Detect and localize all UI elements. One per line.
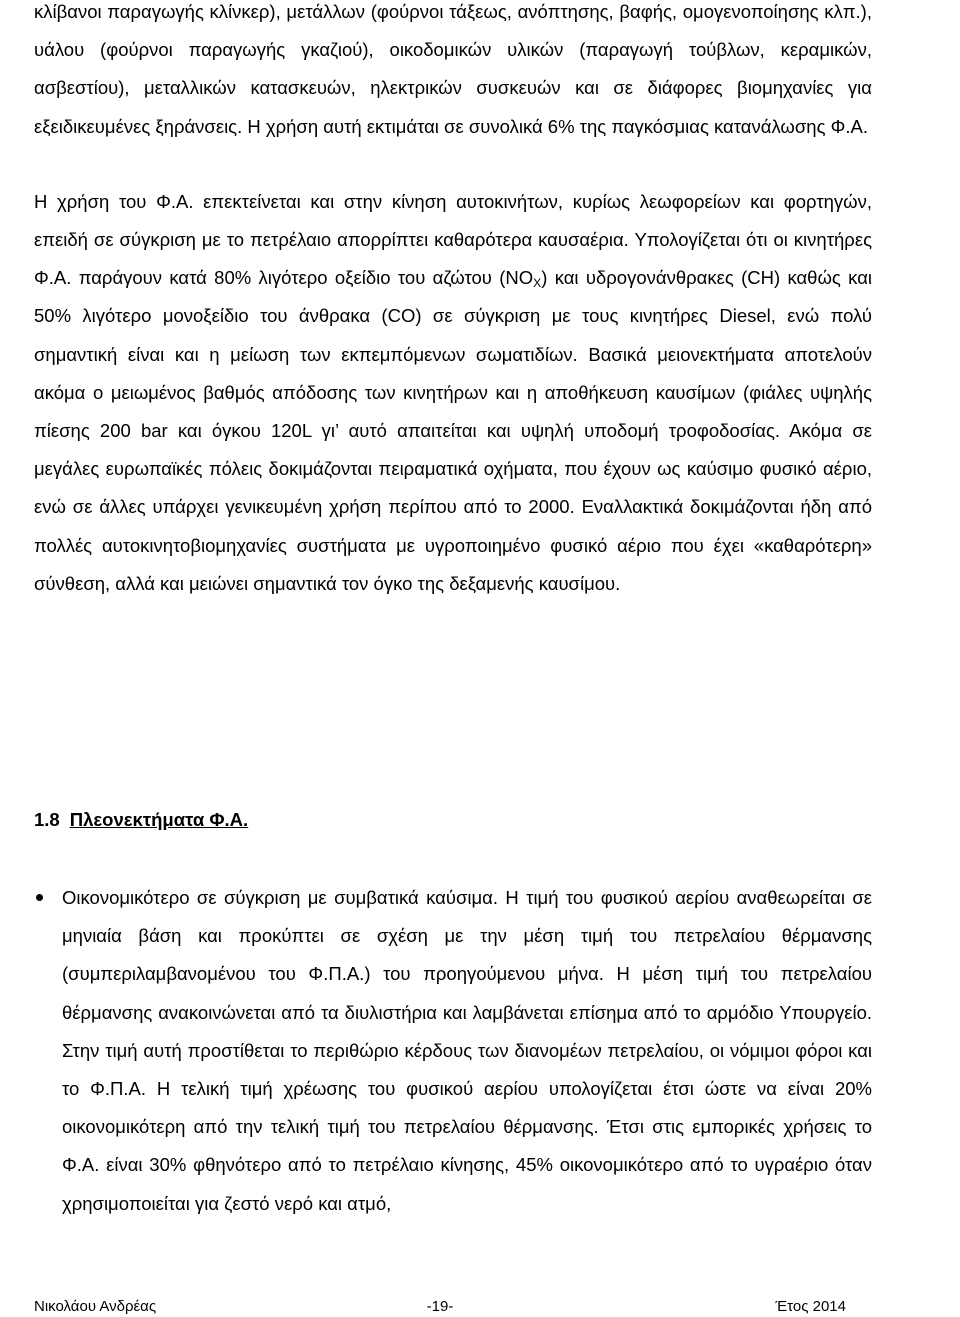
document-body [34, 0, 872, 603]
nox-subscript: X [533, 276, 542, 291]
footer-page-number: -19- [426, 1298, 454, 1315]
section-heading [34, 801, 248, 839]
bullet-list [34, 879, 872, 1223]
paragraph-vehicle-use [34, 183, 872, 603]
page-footer [34, 1297, 846, 1317]
footer-year: Έτος 2014 [775, 1298, 846, 1315]
bullet-item-economy: Οικονομικότερο σε σύγκριση με συμβατικά καύσιμα. Η τιμή του φυσικού αερίου αναθεωρείται σε μηνιαία βάση και προκύπτει σε σχέση με την μέση τιμή του πετρελαίου θέρμανσης (συμπεριλαμβανομένου του Φ.Π.Α.) του προηγούμενου μήνα. Η μέση τιμή του πετρελαίου θέρμανσης ανακοινώνεται από τα διυλιστήρια και λαμβάνεται επίσημα από το αρμόδιο Υπουργείο. Στην τιμή αυτή προστίθεται το περιθώριο κέρδους των διανομέων πετρελαίου, οι νόμιμοι φόροι και το Φ.Π.Α. Η τελική τιμή χρέωσης του φυσικού αερίου υπολογίζεται έτσι ώστε να είναι 20% οικονομικότερη από την τελική τιμή του πετρελαίου θέρμανσης. Έτσι στις εμπορικές χρήσεις το Φ.Α. είναι 30% φθηνότερο από το πετρέλαιο κίνησης, 45% οικονομικότερο από το υγραέριο όταν χρησιμοποιείται για ζεστό νερό και ατμό, [62, 887, 872, 1214]
paragraph-vehicle-use-part1: Η χρήση του Φ.Α. επεκτείνεται και στην κίνηση αυτοκινήτων, κυρίως λεωφορείων και φορτηγών, επειδή σε σύγκριση με το πετρέλαιο απορρίπτει καθαρότερα καυσαέρια. Υπολογίζεται ότι οι κινητήρες Φ.Α. παράγουν κατά 80% λιγότερο οξείδιο του αζώτου (NO [34, 190, 872, 289]
section-title: Πλεονεκτήματα Φ.Α. [69, 809, 249, 830]
footer-author: Νικολάου Ανδρέας [34, 1298, 157, 1315]
bullet-dot-icon [36, 894, 43, 901]
paragraph-vehicle-use-part2: ) και υδρογονάνθρακες (CH) καθώς και 50% λιγότερο μονοξείδιο του άνθρακα (CO) σε σύγκριση με τους κινητήρες Diesel, ενώ πολύ σημαντική είναι και η μείωση των εκπεμπόμενων σωματιδίων. Βασικά μειονεκτήματα αποτελούν ακόμα ο μειωμένος βαθμός απόδοσης των κινητήρων και η αποθήκευση καυσίμων (φιάλες υψηλής πίεσης 200 bar και όγκου 120L γι’ αυτό απαιτείται και υψηλή υποδομή τροφοδοσίας. Ακόμα σε μεγάλες ευρωπαϊκές πόλεις δοκιμάζονται πειραματικά οχήματα, που έχουν ως καύσιμο φυσικό αέριο, ενώ σε άλλες υπάρχει γενικευμένη χρήση περίπου από το 2000. Εναλλακτικά δοκιμάζονται ήδη από πολλές αυτοκινητοβιομηχανίες συστήματα με υγροποιημένο φυσικό αέριο που έχει «καθαρότερη» σύνθεση, αλλά και μειώνει σημαντικά τον όγκο της δεξαμενής καυσίμου. [34, 267, 873, 594]
paragraph-industrial-use: κλίβανοι παραγωγής κλίνκερ), μετάλλων (φούρνοι τάξεως, ανόπτησης, βαφής, ομογενοποίησης κλπ.), υάλου (φούρνοι παραγωγής γκαζιού), οικοδομικών υλικών (παραγωγή τούβλων, κεραμικών, ασβεστίου), μεταλλικών κατασκευών, ηλεκτρικών συσκευών και σε διάφορες βιομηχανίες για εξειδικευμένες ξηράνσεις. Η χρήση αυτή εκτιμάται σε συνολικά 6% της παγκόσμιας κατανάλωσης Φ.Α. [34, 1, 872, 137]
section-number: 1.8 [34, 809, 60, 830]
